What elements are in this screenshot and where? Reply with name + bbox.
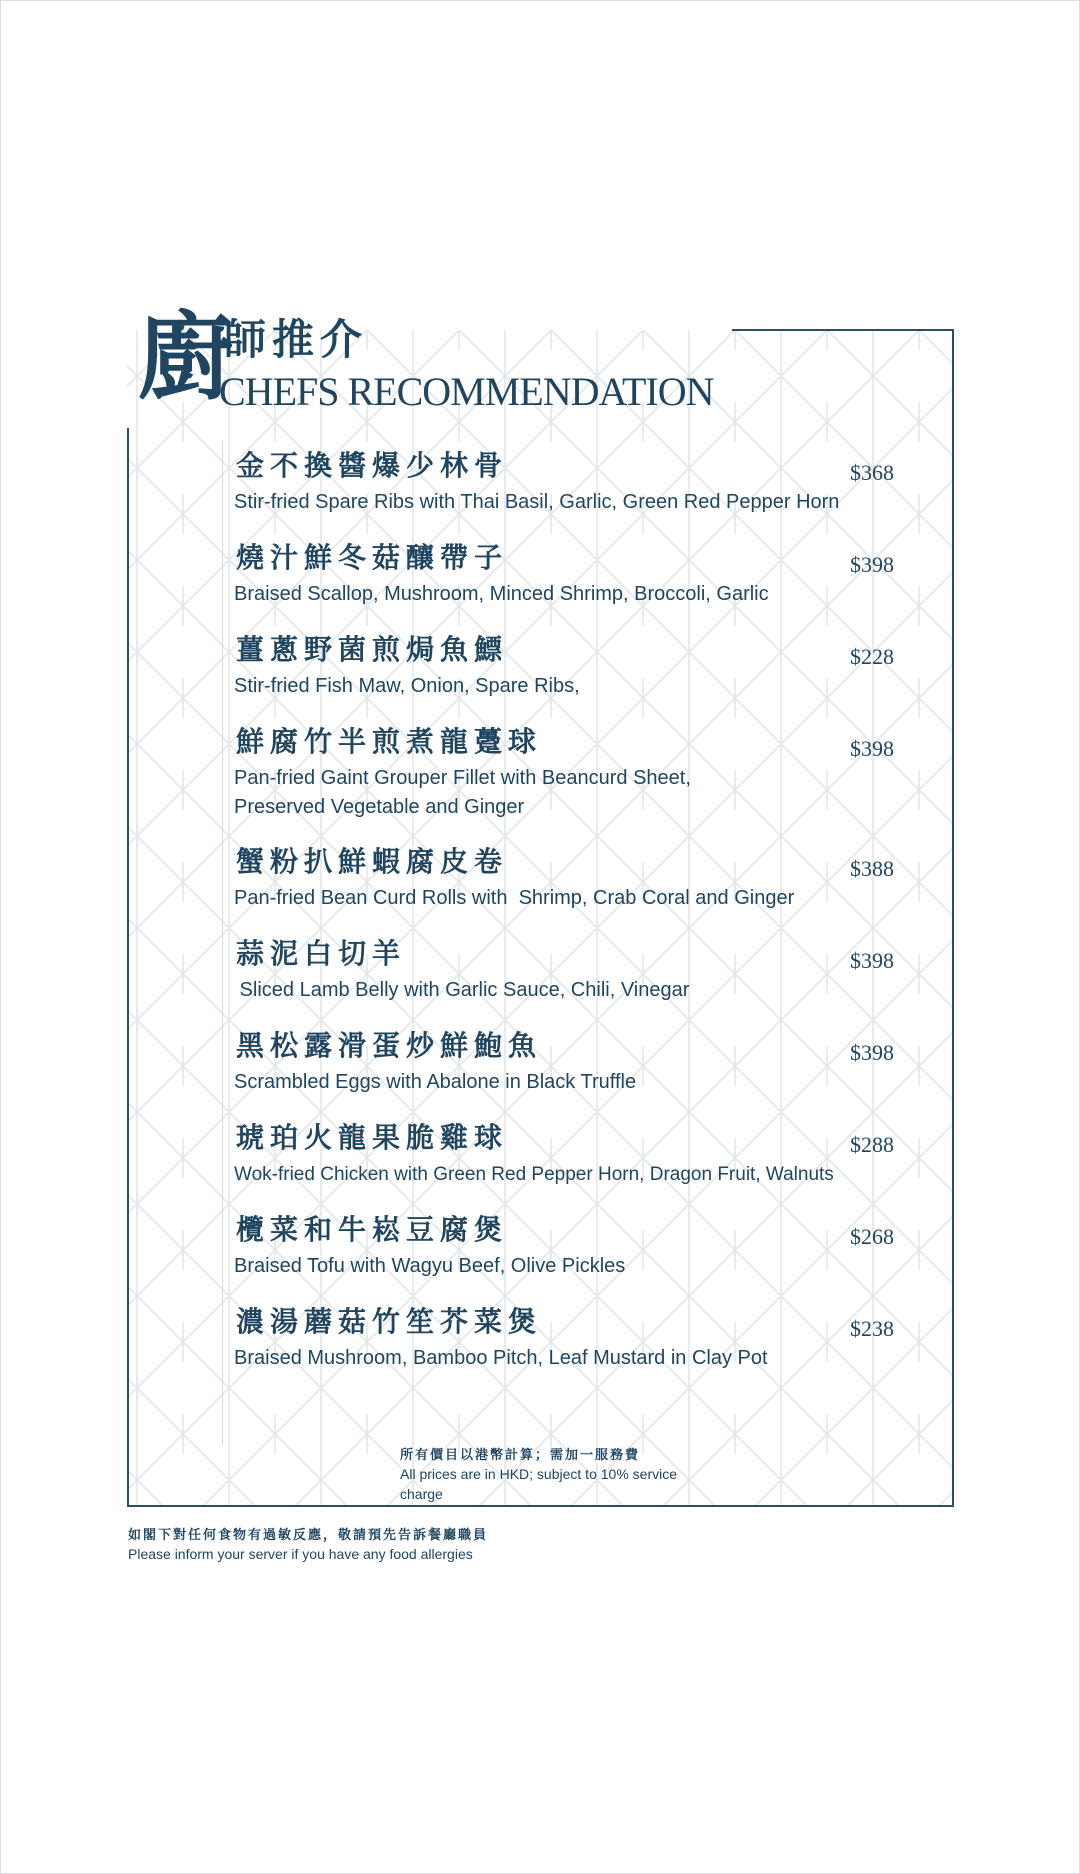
frame-inner-line: [222, 440, 223, 1445]
item-price: $238: [850, 1316, 894, 1341]
item-price: $228: [850, 644, 894, 669]
item-name-en: Braised Mushroom, Bamboo Pitch, Leaf Mustard in Clay Pot: [234, 1347, 768, 1369]
item-name-en: Sliced Lamb Belly with Garlic Sauce, Chili, Vinegar: [234, 979, 690, 1001]
title-cn: 師推介: [224, 318, 369, 364]
item-name-en: Scrambled Eggs with Abalone in Black Truffle: [234, 1071, 637, 1093]
item-name-en: Braised Scallop, Mushroom, Minced Shrimp, Broccoli, Garlic: [234, 583, 769, 605]
title-en: CHEFS RECOMMENDATION: [219, 369, 714, 414]
item-name-en: Pan-fried Bean Curd Rolls with Shrimp, Crab Coral and Ginger: [234, 887, 795, 909]
frame-right-line: [952, 329, 954, 1507]
item-name-cn: 燒汁鮮冬菇釀帶子: [236, 543, 509, 574]
item-name-cn: 琥珀火龍果脆雞球: [236, 1123, 509, 1154]
item-name-cn: 蟹粉扒鮮蝦腐皮卷: [236, 847, 509, 878]
item-price: $288: [850, 1132, 894, 1157]
allergy-en: Please inform your server if you have any food allergies: [128, 1546, 473, 1562]
item-name-cn: 薑蔥野菌煎焗魚鰾: [236, 635, 509, 666]
allergy-note: [128, 1526, 628, 1564]
item-price: $398: [850, 1040, 894, 1065]
item-price: $398: [850, 552, 894, 577]
item-price: $398: [850, 736, 894, 761]
service-charge-en: All prices are in HKD; subject to 10% service charge: [400, 1466, 677, 1502]
item-price: $398: [850, 948, 894, 973]
item-name-en: Wok-fried Chicken with Green Red Pepper Horn, Dragon Fruit, Walnuts: [234, 1164, 834, 1185]
item-name-en: Braised Tofu with Wagyu Beef, Olive Pickles: [234, 1255, 626, 1277]
item-name-cn: 濃湯蘑菇竹笙芥菜煲: [236, 1307, 543, 1338]
item-name-cn: 蒜泥白切羊: [236, 939, 407, 970]
service-charge-cn: 所有價目以港幣計算；需加一服務費: [400, 1447, 641, 1462]
frame-top-line: [732, 329, 954, 331]
item-price: $268: [850, 1224, 894, 1249]
title-big-char: 廚: [138, 304, 234, 411]
item-name-cn: 欖菜和牛崧豆腐煲: [236, 1215, 509, 1246]
item-name-cn: 金不換醬爆少林骨: [236, 451, 509, 482]
item-name-cn: 黑松露滑蛋炒鮮鮑魚: [236, 1031, 543, 1062]
allergy-cn: 如閣下對任何食物有過敏反應，敬請預先告訴餐廳職員: [128, 1527, 489, 1542]
frame-left-line: [127, 428, 129, 1507]
header: [138, 304, 738, 418]
frame-bottom-line: [127, 1505, 954, 1507]
item-name-en: Stir-fried Fish Maw, Onion, Spare Ribs,: [234, 675, 580, 697]
item-price: $388: [850, 856, 894, 881]
item-price: $368: [850, 460, 894, 485]
item-name-en: Pan-fried Gaint Grouper Fillet with Beancurd Sheet, Preserved Vegetable and Ginger: [234, 767, 691, 818]
service-charge-note: [400, 1446, 720, 1504]
item-name-cn: 鮮腐竹半煎煮龍躉球: [236, 727, 543, 758]
item-name-en: Stir-fried Spare Ribs with Thai Basil, Garlic, Green Red Pepper Horn: [234, 491, 840, 513]
